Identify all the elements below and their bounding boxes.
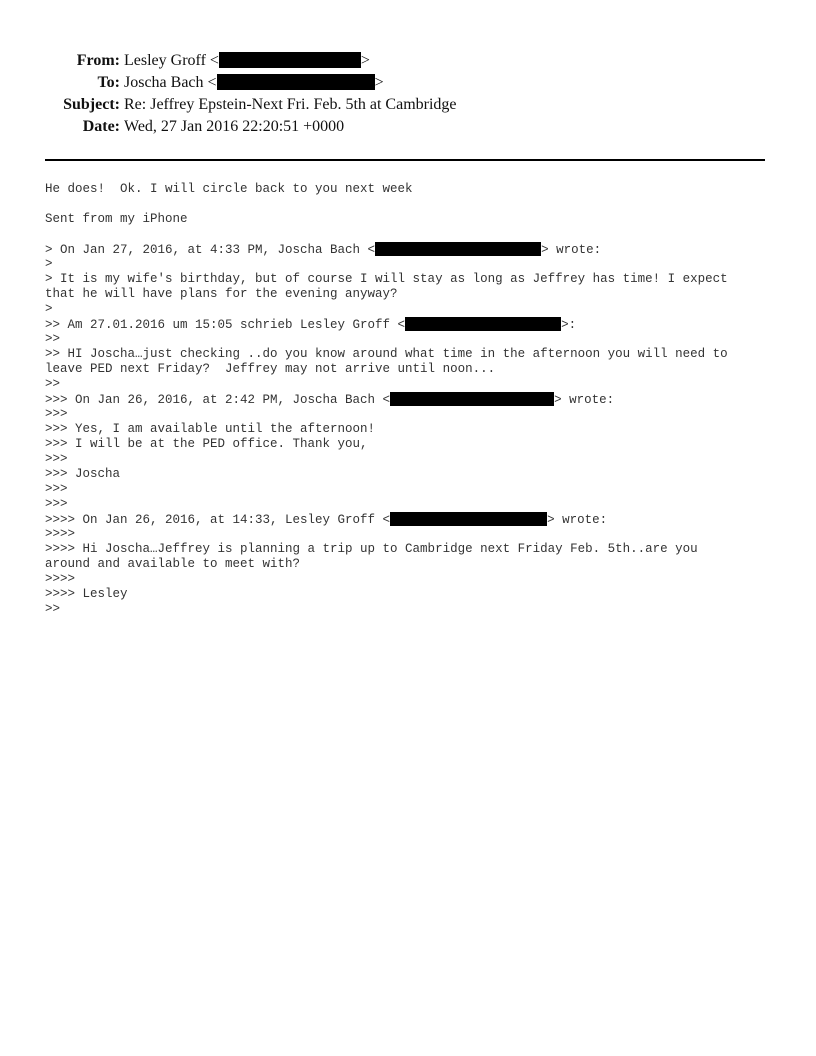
quote-header-text: >>> On Jan 26, 2016, at 2:42 PM, Joscha Bach <	[45, 393, 391, 407]
quote-header-text: >>>> On Jan 26, 2016, at 14:33, Lesley Groff <	[45, 513, 391, 527]
to-close: >	[374, 74, 384, 91]
body-line: >>>> Hi Joscha…Jeffrey is planning a trip up to Cambridge next Friday Feb. 5th..are you	[45, 542, 698, 556]
body-line: >>> I will be at the PED office. Thank you,	[45, 437, 368, 451]
subject-text: Re: Jeffrey Epstein-Next Fri. Feb. 5th at Cambridge	[124, 96, 457, 113]
from-name: Lesley Groff <	[124, 52, 219, 69]
body-line: >	[45, 302, 53, 316]
header-divider	[45, 159, 765, 161]
body-line: >>> Joscha	[45, 467, 121, 481]
body-line: >>	[45, 332, 61, 346]
redaction-bar	[405, 317, 561, 331]
body-line: > It is my wife's birthday, but of course I will stay as long as Jeffrey has time! I expect	[45, 272, 728, 286]
quote-header-line	[45, 512, 775, 527]
email-body	[45, 182, 775, 617]
body-line: >>>	[45, 497, 68, 511]
body-line: He does! Ok. I will circle back to you next week	[45, 182, 413, 196]
quote-header-tail: > wrote:	[554, 393, 615, 407]
quote-header-text: >> Am 27.01.2016 um 15:05 schrieb Lesley Groff <	[45, 318, 406, 332]
redaction-bar	[390, 392, 554, 406]
body-line: >>>	[45, 452, 68, 466]
body-line: >>>>	[45, 527, 76, 541]
body-line: >>>> Lesley	[45, 587, 128, 601]
subject-row	[0, 94, 816, 116]
quote-header-tail: >:	[561, 318, 577, 332]
date-label: Date:	[82, 118, 120, 135]
body-line: >>>	[45, 482, 68, 496]
quote-header-tail: > wrote:	[547, 513, 608, 527]
redaction-bar	[390, 512, 547, 526]
quote-header-text: > On Jan 27, 2016, at 4:33 PM, Joscha Bach <	[45, 243, 376, 257]
email-header	[0, 50, 816, 138]
body-line: >>>>	[45, 572, 76, 586]
body-line: around and available to meet with?	[45, 557, 301, 571]
redaction-bar	[375, 242, 541, 256]
body-line: >>> Yes, I am available until the afternoon!	[45, 422, 376, 436]
blank-line	[45, 197, 775, 212]
to-row	[0, 72, 816, 94]
body-line: >>	[45, 602, 61, 616]
from-close: >	[360, 52, 370, 69]
body-line: >>	[45, 377, 61, 391]
body-line: that he will have plans for the evening anyway?	[45, 287, 398, 301]
body-line: >>>	[45, 407, 68, 421]
to-name: Joscha Bach <	[124, 74, 217, 91]
date-row	[0, 116, 816, 138]
quote-header-line	[45, 317, 775, 332]
quote-header-line	[45, 392, 775, 407]
blank-line	[45, 227, 775, 242]
quote-header-tail: > wrote:	[541, 243, 602, 257]
to-label: To:	[97, 74, 120, 91]
redaction-bar	[219, 52, 361, 68]
date-text: Wed, 27 Jan 2016 22:20:51 +0000	[124, 118, 345, 135]
subject-label: Subject:	[63, 96, 120, 113]
body-line: Sent from my iPhone	[45, 212, 188, 226]
body-line: leave PED next Friday? Jeffrey may not arrive until noon...	[45, 362, 496, 376]
body-line: >> HI Joscha…just checking ..do you know around what time in the afternoon you will need to	[45, 347, 728, 361]
from-label: From:	[76, 52, 120, 69]
body-line: >	[45, 257, 53, 271]
from-row	[0, 50, 816, 72]
quote-header-line	[45, 242, 775, 257]
redaction-bar	[217, 74, 375, 90]
